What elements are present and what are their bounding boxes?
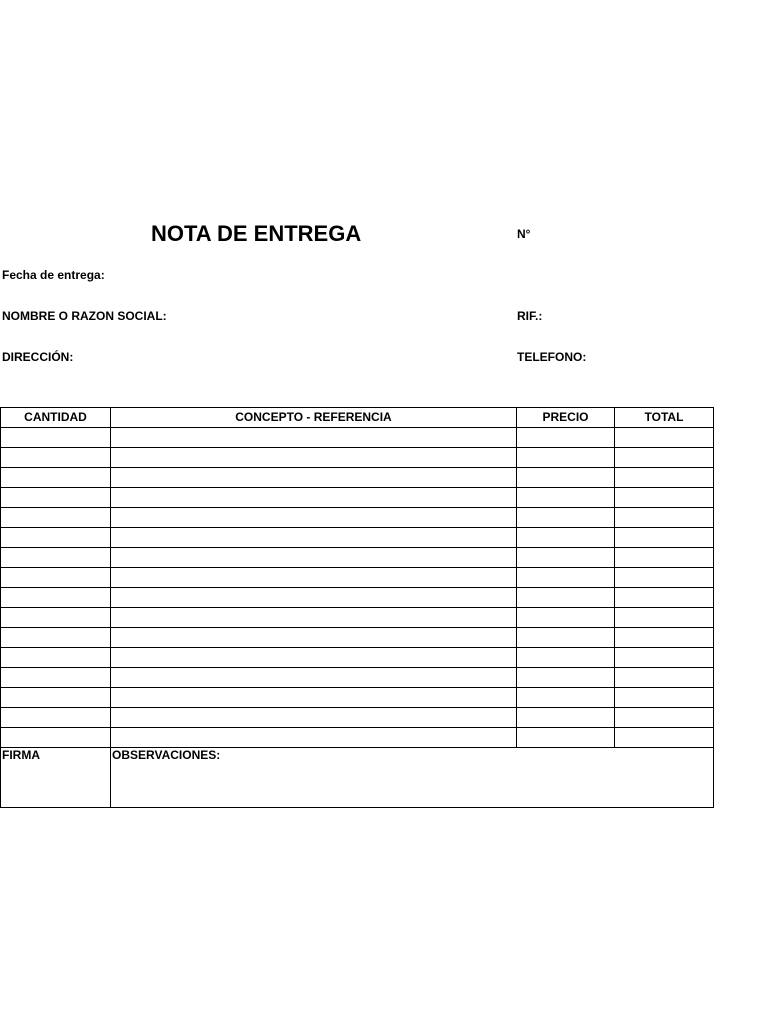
precio-cell[interactable] <box>517 608 615 628</box>
company-name-label: NOMBRE O RAZON SOCIAL: <box>2 309 167 323</box>
precio-cell[interactable] <box>517 708 615 728</box>
concepto-cell[interactable] <box>111 548 517 568</box>
table-row <box>1 728 714 748</box>
total-cell[interactable] <box>615 728 714 748</box>
cantidad-cell[interactable] <box>1 428 111 448</box>
total-cell[interactable] <box>615 648 714 668</box>
cantidad-cell[interactable] <box>1 668 111 688</box>
cantidad-cell[interactable] <box>1 708 111 728</box>
table-row <box>1 448 714 468</box>
concepto-cell[interactable] <box>111 528 517 548</box>
table-row <box>1 668 714 688</box>
cantidad-cell[interactable] <box>1 448 111 468</box>
concepto-cell[interactable] <box>111 608 517 628</box>
cantidad-cell[interactable] <box>1 728 111 748</box>
total-cell[interactable] <box>615 688 714 708</box>
total-cell[interactable] <box>615 608 714 628</box>
table-row <box>1 708 714 728</box>
cantidad-cell[interactable] <box>1 588 111 608</box>
table-row <box>1 608 714 628</box>
total-cell[interactable] <box>615 488 714 508</box>
total-cell[interactable] <box>615 428 714 448</box>
precio-cell[interactable] <box>517 568 615 588</box>
total-cell[interactable] <box>615 528 714 548</box>
precio-cell[interactable] <box>517 728 615 748</box>
total-cell[interactable] <box>615 668 714 688</box>
concepto-cell[interactable] <box>111 628 517 648</box>
table-row <box>1 428 714 448</box>
concepto-cell[interactable] <box>111 688 517 708</box>
header-total: TOTAL <box>615 408 714 428</box>
table-row <box>1 548 714 568</box>
table-row <box>1 628 714 648</box>
precio-cell[interactable] <box>517 548 615 568</box>
phone-label: TELEFONO: <box>517 350 587 364</box>
total-cell[interactable] <box>615 508 714 528</box>
document-title: NOTA DE ENTREGA <box>151 221 362 246</box>
precio-cell[interactable] <box>517 628 615 648</box>
concepto-cell[interactable] <box>111 468 517 488</box>
cantidad-cell[interactable] <box>1 608 111 628</box>
precio-cell[interactable] <box>517 448 615 468</box>
total-cell[interactable] <box>615 628 714 648</box>
cantidad-cell[interactable] <box>1 488 111 508</box>
number-label: N° <box>517 227 531 241</box>
total-cell[interactable] <box>615 568 714 588</box>
cantidad-cell[interactable] <box>1 648 111 668</box>
cantidad-cell[interactable] <box>1 568 111 588</box>
delivery-date-label: Fecha de entrega: <box>2 268 105 282</box>
table-header-row <box>1 408 714 428</box>
table-row <box>1 568 714 588</box>
precio-cell[interactable] <box>517 648 615 668</box>
precio-cell[interactable] <box>517 508 615 528</box>
precio-cell[interactable] <box>517 468 615 488</box>
header-precio: PRECIO <box>517 408 615 428</box>
header-cantidad: CANTIDAD <box>1 408 111 428</box>
items-table <box>0 407 714 808</box>
concepto-cell[interactable] <box>111 448 517 468</box>
table-row <box>1 488 714 508</box>
table-row <box>1 588 714 608</box>
table-row <box>1 648 714 668</box>
cantidad-cell[interactable] <box>1 688 111 708</box>
table-row <box>1 688 714 708</box>
total-cell[interactable] <box>615 448 714 468</box>
concepto-cell[interactable] <box>111 728 517 748</box>
total-cell[interactable] <box>615 588 714 608</box>
concepto-cell[interactable] <box>111 588 517 608</box>
observations-cell: OBSERVACIONES: <box>111 748 714 808</box>
cantidad-cell[interactable] <box>1 508 111 528</box>
precio-cell[interactable] <box>517 668 615 688</box>
total-cell[interactable] <box>615 708 714 728</box>
cantidad-cell[interactable] <box>1 628 111 648</box>
concepto-cell[interactable] <box>111 668 517 688</box>
signature-cell: FIRMA <box>1 748 111 808</box>
header-concepto-referencia: CONCEPTO - REFERENCIA <box>111 408 517 428</box>
cantidad-cell[interactable] <box>1 528 111 548</box>
concepto-cell[interactable] <box>111 708 517 728</box>
concepto-cell[interactable] <box>111 508 517 528</box>
footer-row <box>1 748 714 808</box>
table-row <box>1 528 714 548</box>
concepto-cell[interactable] <box>111 648 517 668</box>
cantidad-cell[interactable] <box>1 468 111 488</box>
concepto-cell[interactable] <box>111 568 517 588</box>
precio-cell[interactable] <box>517 528 615 548</box>
precio-cell[interactable] <box>517 428 615 448</box>
precio-cell[interactable] <box>517 688 615 708</box>
items-body <box>1 428 714 748</box>
address-label: DIRECCIÓN: <box>2 350 74 364</box>
precio-cell[interactable] <box>517 488 615 508</box>
precio-cell[interactable] <box>517 588 615 608</box>
table-row <box>1 468 714 488</box>
total-cell[interactable] <box>615 548 714 568</box>
total-cell[interactable] <box>615 468 714 488</box>
table-row <box>1 508 714 528</box>
concepto-cell[interactable] <box>111 428 517 448</box>
concepto-cell[interactable] <box>111 488 517 508</box>
cantidad-cell[interactable] <box>1 548 111 568</box>
rif-label: RIF.: <box>517 309 543 323</box>
